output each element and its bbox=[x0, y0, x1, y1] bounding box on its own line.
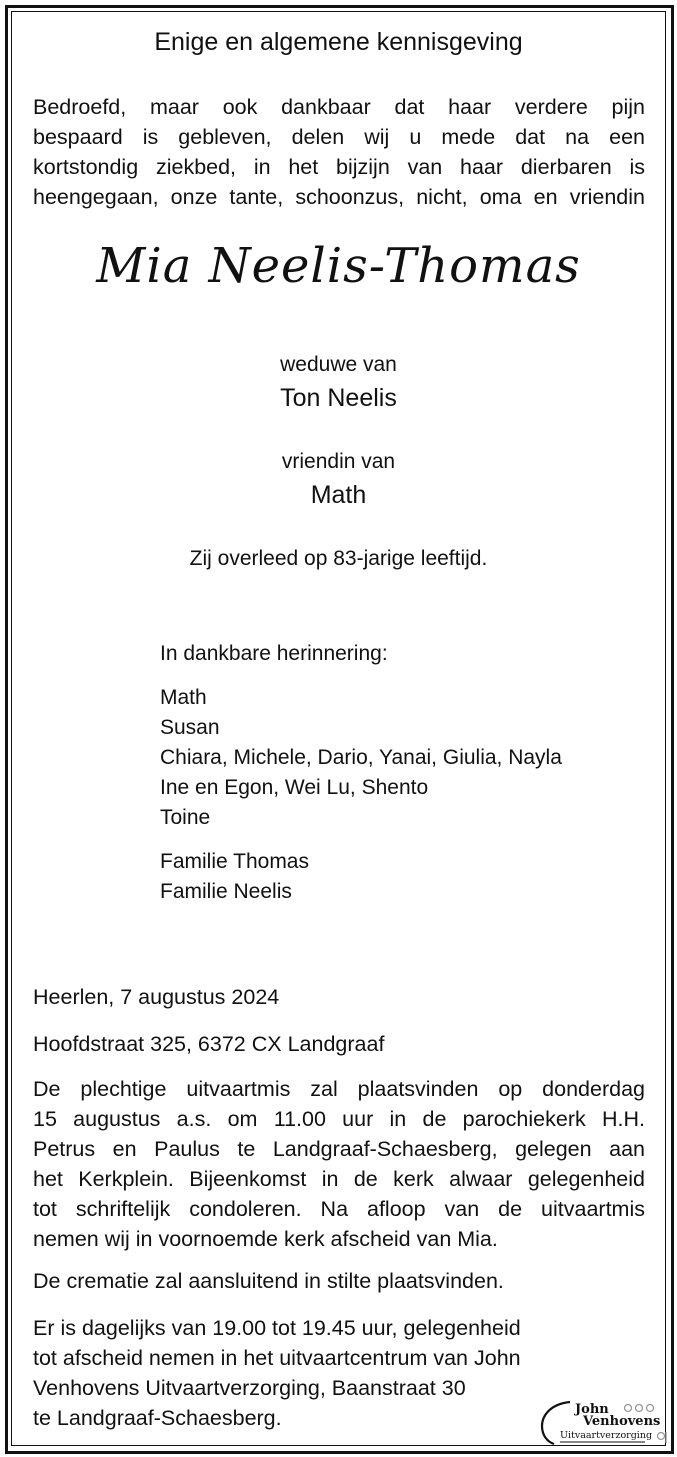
list-item: Chiara, Michele, Dario, Yanai, Giulia, Nayla bbox=[160, 746, 562, 769]
ceremony-line: het Kerkplein. Bijeenkomst in de kerk alwaar gelegenheid bbox=[33, 1167, 645, 1191]
age-text: Zij overleed op 83-jarige leeftijd. bbox=[189, 547, 488, 570]
ceremony-line: tot schriftelijk condoleren. Na afloop van de uitvaartmis bbox=[33, 1197, 645, 1221]
remembrance-heading: In dankbare herinnering: bbox=[160, 642, 388, 665]
intro-line: heengegaan, onze tante, schoonzus, nicht, oma en vriendin bbox=[33, 185, 645, 209]
logo-text-subtitle: Uitvaartverzorging bbox=[560, 1430, 653, 1441]
family-list-1 bbox=[160, 683, 562, 833]
ceremony-paragraph bbox=[33, 1074, 645, 1254]
ceremony-line: De plechtige uitvaartmis zal plaatsvinden op donderdag bbox=[33, 1077, 645, 1101]
widow-label: weduwe van bbox=[280, 353, 397, 376]
list-item: Toine bbox=[160, 806, 211, 829]
visitation-line: Er is dagelijks van 19.00 tot 19.45 uur, gelegenheid bbox=[33, 1316, 521, 1340]
ceremony-line: Petrus en Paulus te Landgraaf-Schaesberg, gelegen aan bbox=[33, 1137, 645, 1161]
widow-of-name: Ton Neelis bbox=[280, 384, 397, 412]
list-item: Susan bbox=[160, 716, 220, 739]
list-item: Ine en Egon, Wei Lu, Shento bbox=[160, 776, 429, 799]
list-item: Familie Neelis bbox=[160, 880, 292, 903]
logo-text-venhovens: Venhovens bbox=[583, 1414, 661, 1429]
address: Hoofdstraat 325, 6372 CX Landgraaf bbox=[33, 1032, 385, 1056]
notice-title: Enige en algemene kennisgeving bbox=[154, 28, 523, 56]
friend-label: vriendin van bbox=[281, 450, 396, 473]
logo-text-john: John bbox=[575, 1402, 609, 1417]
visitation-line: Venhovens Uitvaartverzorging, Baanstraat 30 bbox=[33, 1376, 466, 1400]
visitation-line: te Landgraaf-Schaesberg. bbox=[33, 1406, 282, 1430]
intro-line: kortstondig ziekbed, in het bijzijn van haar dierbaren is bbox=[33, 155, 645, 179]
intro-paragraph bbox=[33, 92, 645, 212]
list-item: Math bbox=[160, 686, 207, 709]
place-date: Heerlen, 7 augustus 2024 bbox=[33, 985, 280, 1009]
cremation-text: De crematie zal aansluitend in stilte plaatsvinden. bbox=[33, 1269, 504, 1293]
intro-line: Bedroefd, maar ook dankbaar dat haar verdere pijn bbox=[33, 95, 645, 119]
ceremony-line: nemen wij in voornoemde kerk afscheid van Mia. bbox=[33, 1227, 498, 1251]
family-list-2 bbox=[160, 847, 309, 907]
deceased-name: Mia Neelis-Thomas bbox=[96, 238, 581, 294]
list-item: Familie Thomas bbox=[160, 850, 309, 873]
ceremony-line: 15 augustus a.s. om 11.00 uur in de parochiekerk H.H. bbox=[33, 1107, 645, 1131]
visitation-line: tot afscheid nemen in het uitvaartcentrum van John bbox=[33, 1346, 521, 1370]
friend-of-name: Math bbox=[310, 481, 367, 509]
intro-line: bespaard is gebleven, delen wij u mede dat na een bbox=[33, 125, 645, 149]
